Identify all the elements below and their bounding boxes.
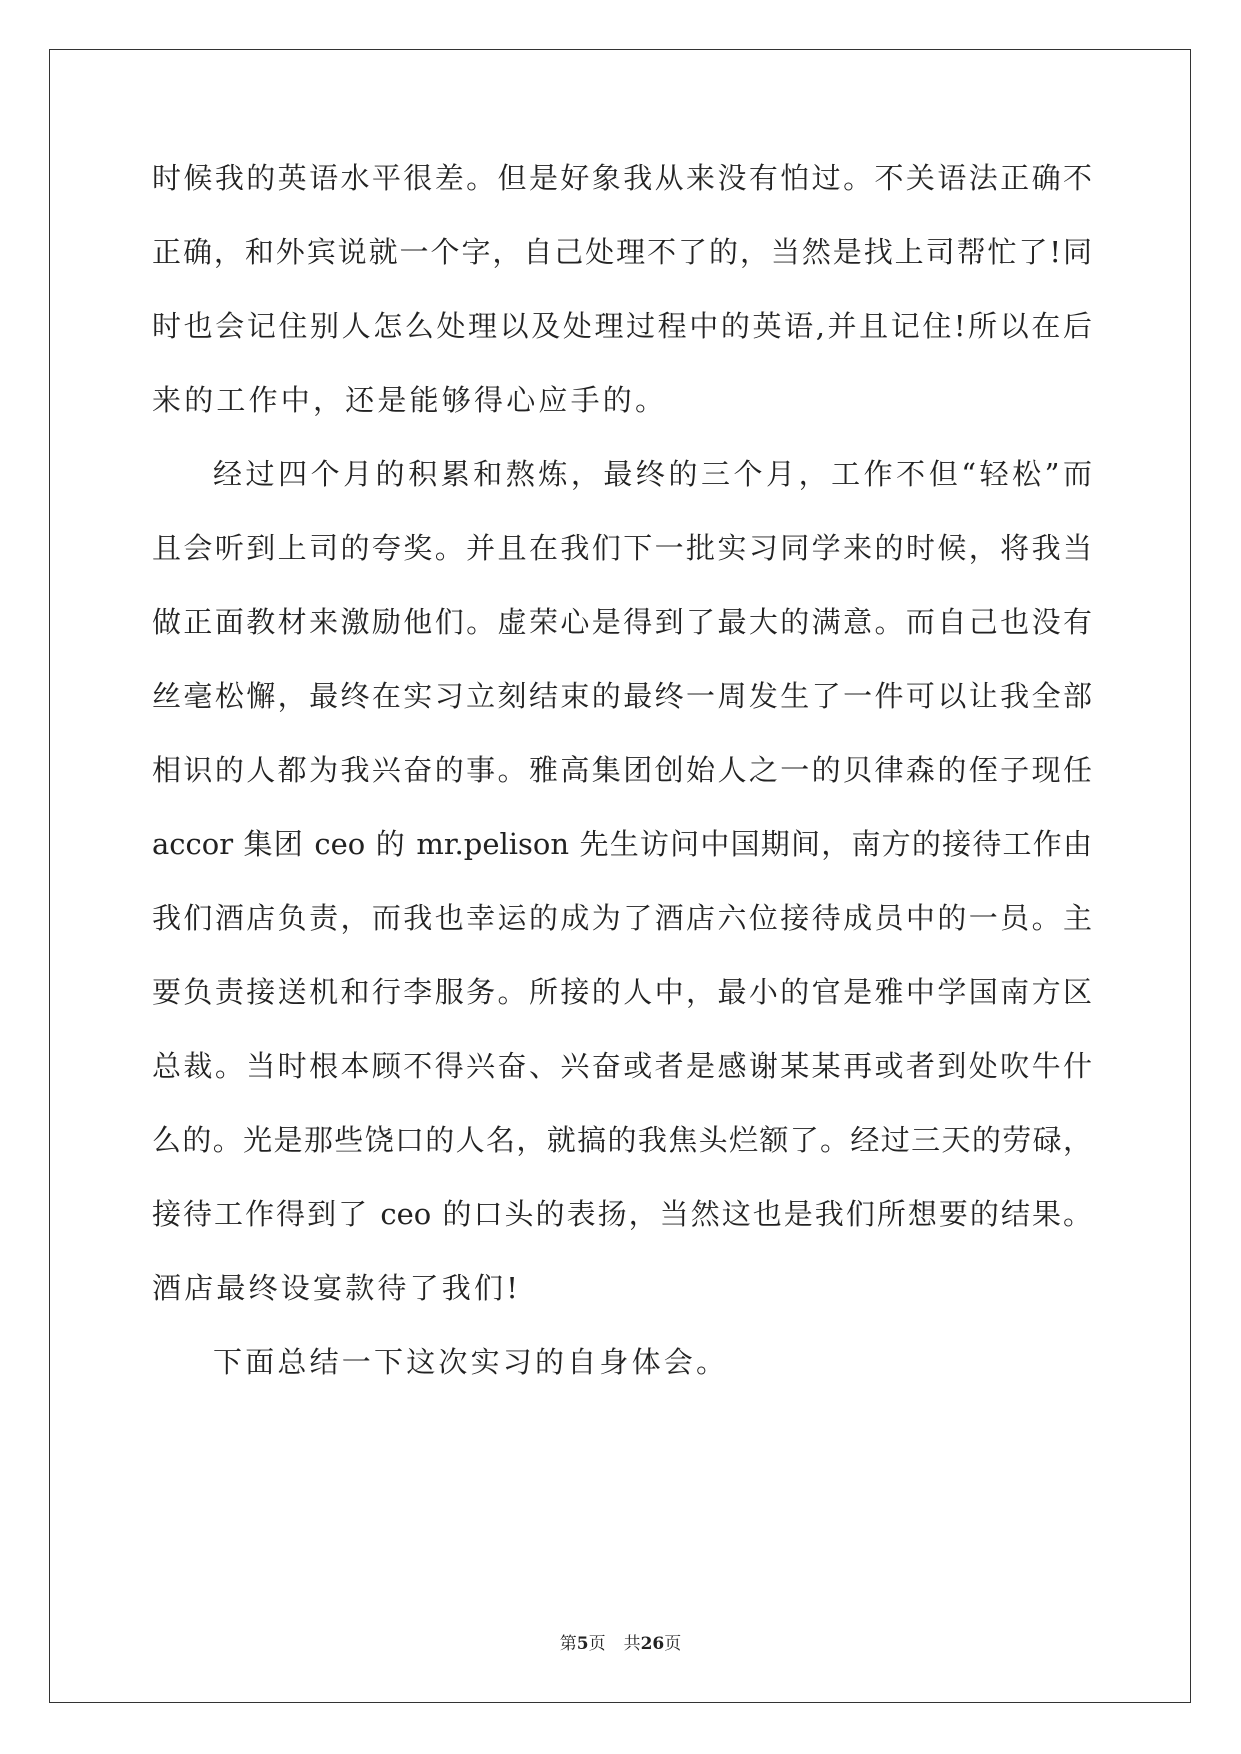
page-footer [0,1629,1241,1654]
paragraph-first-line: 下面总结一下这次实习的自身体会。 [213,1345,729,1379]
text-line: 我们酒店负责，而我也幸运的成为了酒店六位接待成员中的一员。主 [152,901,1092,935]
text-line: 总裁。当时根本顾不得兴奋、兴奋或者是感谢某某再或者到处吹牛什 [152,1049,1092,1083]
text-line: 接待工作得到了 ceo 的口头的表扬，当然这也是我们所想要的结果。 [152,1197,1092,1231]
text-line: accor 集团 ceo 的 mr.pelison 先生访问中国期间，南方的接待工作由 [152,827,1092,861]
text-line: 要负责接送机和行李服务。所接的人中，最小的官是雅中学国南方区 [152,975,1092,1009]
text-line: 丝毫松懈，最终在实习立刻结束的最终一周发生了一件可以让我全部 [152,679,1092,713]
paragraph-first-line: 经过四个月的积累和熬炼，最终的三个月，工作不但“轻松”而 [213,457,1092,491]
page-number: 5 [576,1634,589,1654]
text-line: 做正面教材来激励他们。虚荣心是得到了最大的满意。而自己也没有 [152,605,1092,639]
page-prefix: 第 [559,1634,577,1654]
text-line: 时候我的英语水平很差。但是好象我从来没有怕过。不关语法正确不 [152,161,1092,195]
text-line: 么的。光是那些饶口的人名，就搞的我焦头烂额了。经过三天的劳碌， [152,1123,1092,1157]
total-pages: 26 [640,1634,665,1654]
text-line: 且会听到上司的夸奖。并且在我们下一批实习同学来的时候，将我当 [152,531,1092,565]
text-line: 相识的人都为我兴奋的事。雅高集团创始人之一的贝律森的侄子现任 [152,753,1092,787]
text-line: 时也会记住别人怎么处理以及处理过程中的英语,并且记住!所以在后 [152,309,1092,343]
page-suffix: 页 [588,1634,606,1654]
text-line: 正确，和外宾说就一个字，自己处理不了的，当然是找上司帮忙了!同 [152,235,1092,269]
total-prefix: 共 [623,1634,641,1654]
text-line: 酒店最终设宴款待了我们! [152,1271,522,1305]
total-suffix: 页 [664,1634,682,1654]
text-line: 来的工作中，还是能够得心应手的。 [152,383,668,417]
page-border [49,49,1191,1703]
